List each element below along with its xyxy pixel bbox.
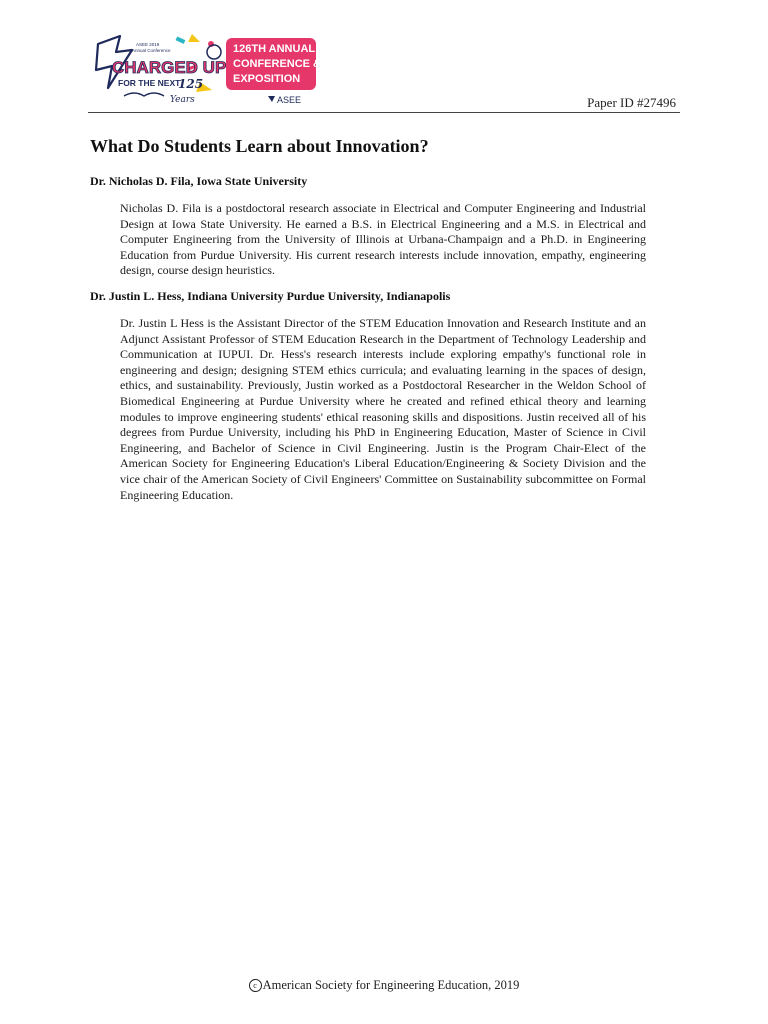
author-bio: Dr. Justin L Hess is the Assistant Director of the STEM Education Innovation and Research Institute and an Adjunct Assistant Professor of STEM Education Research in the Department of Technology Leadership and Communication at IUPUI. Dr. Hess's research interests include exploring empathy's functional role in engineering and design; designing STEM ethics curricula; and evaluating learning in the spaces of design, ethics, and sustainability. Previously, Justin worked as a Postdoctoral Researcher in the Weldon School of Biomedical Engineering at Purdue University where he created and refined ethical theory and learning modules to improve engineering students' ethical reasoning skills and dispositions. Justin received all of his degrees from Purdue University, including his PhD in Engineering Education, Master of Science in Civil Engineering, and Bachelor of Science in Civil Engineering. Justin is the Program Chair-Elect of the American Society for Engineering Education's Liberal Education/Engineering & Society Division and the vice chair of the American Society of Civil Engineers' Committee on Sustainability subcommittee on Formal Engineering Education. [120,316,646,502]
wave-decoration [124,93,164,96]
asee-icon [268,96,275,102]
confetti-shape [176,36,186,43]
author-bio: Nicholas D. Fila is a postdoctoral research associate in Electrical and Computer Engineering and Industrial Design at Iowa State University. He earned a B.S. in Electrical Engineering and a M.S. in Electrical and Computer Engineering from the University of Illinois at Urbana-Champaign and a Ph.D. in Engineering Education from Purdue University. His current research interests include innovation, empathy, engineering design, course design heuristics. [120,201,646,278]
logo-org: ASEE [277,95,302,105]
confetti-shape [188,34,200,42]
banner-line-1: 126TH ANNUAL [233,43,316,55]
author-section [90,289,646,503]
header-divider [88,112,680,113]
conference-logo-graphic [88,30,328,110]
logo-small-line-2: Annual Conference [132,48,171,53]
banner-line-3: EXPOSITION [233,73,301,85]
logo-for-the-next: FOR THE NEXT [118,78,181,88]
footer-text: American Society for Engineering Education, 2019 [262,978,520,992]
logo-small-line-1: ASEE 2019 [136,42,160,47]
author-section [90,174,646,279]
author-name: Dr. Nicholas D. Fila, Iowa State University [90,174,308,188]
paper-id: Paper ID #27496 [587,95,676,110]
logo-number: 125 [178,77,204,91]
conference-logo [88,30,328,110]
copyright-icon: c [249,979,262,992]
paper-title: What Do Students Learn about Innovation? [90,136,429,156]
logo-charged-up: CHARGED UP [112,58,227,77]
gear-icon [207,45,221,59]
logo-years: Years [170,95,195,105]
banner-line-2: CONFERENCE & [233,58,322,70]
page-footer [0,978,768,993]
author-name: Dr. Justin L. Hess, Indiana University Purdue University, Indianapolis [90,289,451,303]
